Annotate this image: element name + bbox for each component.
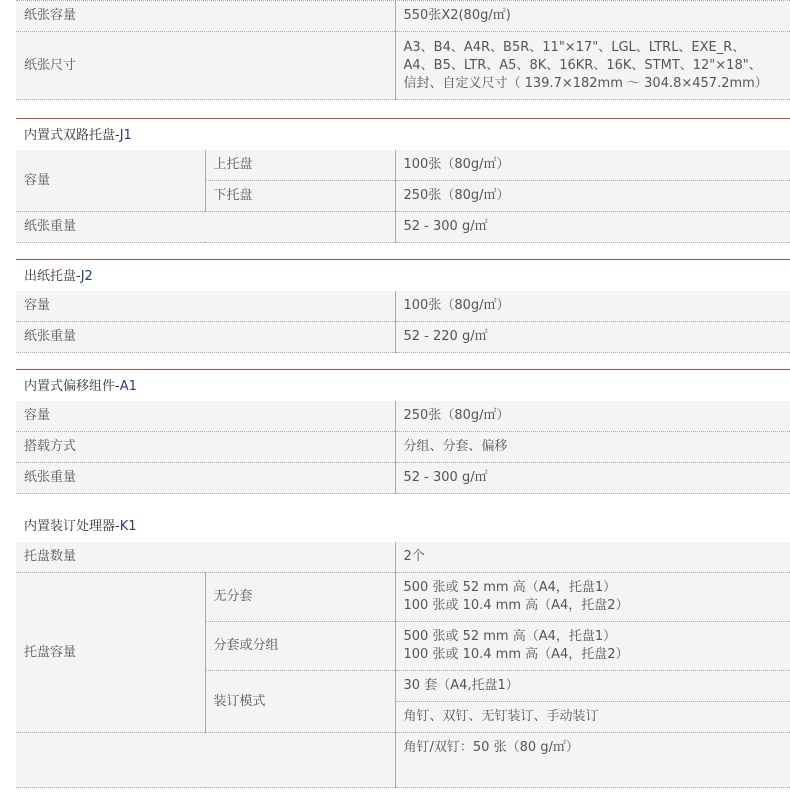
paper-weight-label: 纸张重量: [16, 212, 395, 243]
table-row: [16, 432, 790, 463]
no-sort-label: 无分套: [205, 573, 395, 622]
stacking-mode-label: 搭载方式: [16, 432, 395, 463]
tray-capacity-label: 托盘容量: [16, 573, 205, 733]
output-tray-section: [16, 259, 790, 353]
capacity-value: 100张（80g/㎡）: [395, 291, 790, 322]
upper-tray-value: 100张（80g/㎡）: [395, 150, 790, 181]
tray-count-label: 托盘数量: [16, 542, 395, 573]
lower-tray-label: 下托盘: [205, 181, 395, 212]
table-row: [16, 463, 790, 494]
paper-weight-label: 纸张重量: [16, 463, 395, 494]
paper-weight-value: 52 - 300 g/㎡: [395, 212, 790, 243]
duplex-tray-code: J1: [119, 128, 132, 143]
paper-capacity-label: 纸张容量: [16, 1, 395, 32]
paper-size-label: 纸张尺寸: [16, 32, 395, 100]
paper-cassette-title: [24, 0, 89, 1]
finisher-section: [16, 510, 790, 788]
paper-cassette-section: [16, 0, 790, 100]
staple-mode-label: 装订模式: [205, 671, 395, 733]
table-row: [16, 212, 790, 243]
duplex-tray-section: [16, 118, 790, 243]
output-tray-code: J2: [80, 269, 93, 284]
tray-count-value: 2个: [395, 542, 790, 573]
staple-mode-value-2: 角钉、双钉、无钉装订、手动装订: [395, 702, 790, 733]
staple-capacity-value: 角钉/双钉：50 张（80 g/㎡）: [395, 733, 790, 788]
sort-group-value: 500 张或 52 mm 高（A4，托盘1） 100 张或 10.4 mm 高（A4，托盘2）: [395, 622, 790, 671]
capacity-label: 容量: [16, 401, 395, 432]
duplex-tray-table: [16, 150, 790, 243]
table-row: [16, 32, 790, 100]
paper-weight-value: 52 - 220 g/㎡: [395, 322, 790, 353]
paper-weight-value: 52 - 300 g/㎡: [395, 463, 790, 494]
no-sort-value: 500 张或 52 mm 高（A4，托盘1） 100 张或 10.4 mm 高（A4，托盘2）: [395, 573, 790, 622]
stacking-mode-value: 分组、分套、偏移: [395, 432, 790, 463]
offset-unit-title: 内置式偏移组件-: [24, 379, 120, 394]
lower-tray-value: 250张（80g/㎡）: [395, 181, 790, 212]
table-row: [16, 401, 790, 432]
upper-tray-label: 上托盘: [205, 150, 395, 181]
section-title-clipped: [16, 0, 790, 1]
table-row: [16, 322, 790, 353]
staple-mode-value-1: 30 套（A4,托盘1）: [395, 671, 790, 702]
offset-unit-code: A1: [119, 379, 137, 394]
duplex-tray-title: 内置式双路托盘-: [24, 128, 120, 143]
table-row: [16, 573, 790, 622]
table-row: [16, 291, 790, 322]
section-title: [16, 259, 790, 291]
paper-capacity-value: 550张X2(80g/㎡): [395, 1, 790, 32]
offset-unit-table: [16, 401, 790, 494]
paper-weight-label: 纸张重量: [16, 322, 395, 353]
finisher-table: [16, 542, 790, 788]
table-row: [16, 542, 790, 573]
table-row: [16, 1, 790, 32]
staple-capacity-label: [16, 733, 395, 788]
section-title: [16, 369, 790, 401]
offset-unit-section: [16, 369, 790, 494]
output-tray-table: [16, 291, 790, 353]
capacity-label: 容量: [16, 150, 205, 212]
capacity-value: 250张（80g/㎡）: [395, 401, 790, 432]
finisher-title: 内置装订处理器-: [24, 519, 120, 534]
sort-group-label: 分套或分组: [205, 622, 395, 671]
table-row: [16, 733, 790, 788]
paper-cassette-table: [16, 1, 790, 100]
paper-size-value: A3、B4、A4R、B5R、11"×17"、LGL、LTRL、EXE_R、 A4、B5、LTR、A5、8K、16KR、16K、STMT、12"×18"、 信封、自定义尺寸（ 139.7×182mm ～ 304.8×457.2mm）: [395, 32, 790, 100]
output-tray-title: 出纸托盘-: [24, 269, 81, 284]
section-title: [16, 118, 790, 150]
capacity-label: 容量: [16, 291, 395, 322]
section-title: [16, 510, 790, 542]
table-row: [16, 150, 790, 181]
finisher-code: K1: [119, 519, 137, 534]
